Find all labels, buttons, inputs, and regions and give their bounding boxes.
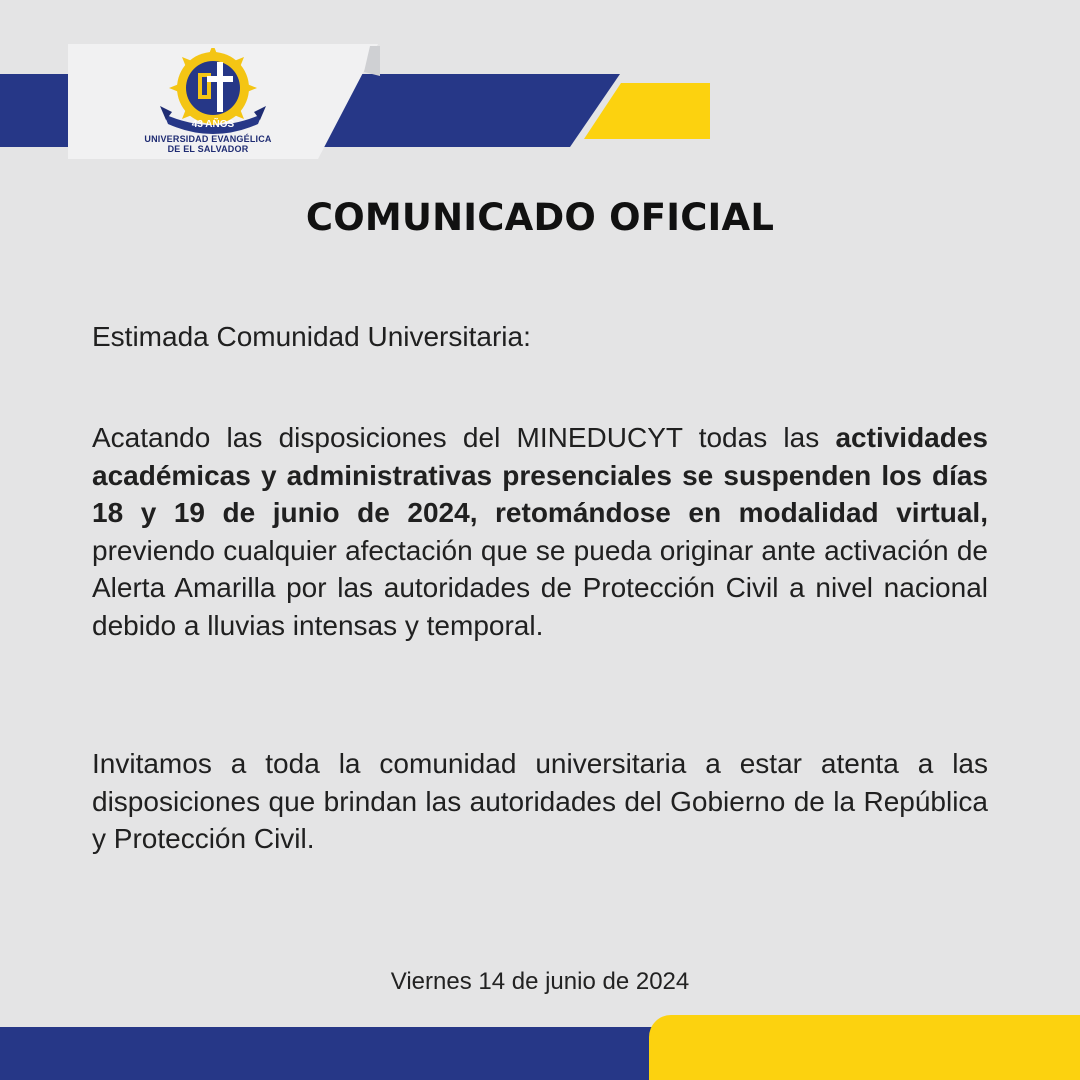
- date-line: Viernes 14 de junio de 2024: [390, 968, 690, 995]
- greeting: Estimada Comunidad Universitaria:: [92, 321, 531, 352]
- footer-blue-stripe: [0, 1027, 660, 1080]
- logo-name-line2: DE EL SALVADOR: [167, 144, 249, 154]
- uees-cross-sun-emblem-icon: [158, 48, 268, 140]
- logo-name-line1: UNIVERSIDAD EVANGÉLICA: [144, 134, 272, 144]
- announcement-intro: Acatando las disposiciones del MINEDUCYT todas las: [92, 422, 836, 453]
- footer-yellow-stripe: [649, 1015, 1080, 1080]
- page-title: COMUNICADO OFICIAL: [305, 196, 775, 239]
- svg-text:43 AÑOS: 43 AÑOS: [191, 119, 235, 130]
- paragraph-invitation: Invitamos a toda la comunidad universitaria a estar atenta a las disposiciones que brindan las autoridades del Gobierno de la República y Protección Civil.: [92, 748, 988, 854]
- announcement-bold: actividades académicas y administrativas presenciales se suspenden los días 18 y 19 de junio de 2024, retomándose en modalidad virtual,: [92, 422, 988, 528]
- university-logo: [68, 44, 378, 159]
- paragraph-announcement: [92, 419, 988, 644]
- announcement-rest: previendo cualquier afectación que se pueda originar ante activación de Alerta Amarilla por las autoridades de Protección Civil a nivel nacional debido a lluvias intensas y temporal.: [92, 534, 988, 641]
